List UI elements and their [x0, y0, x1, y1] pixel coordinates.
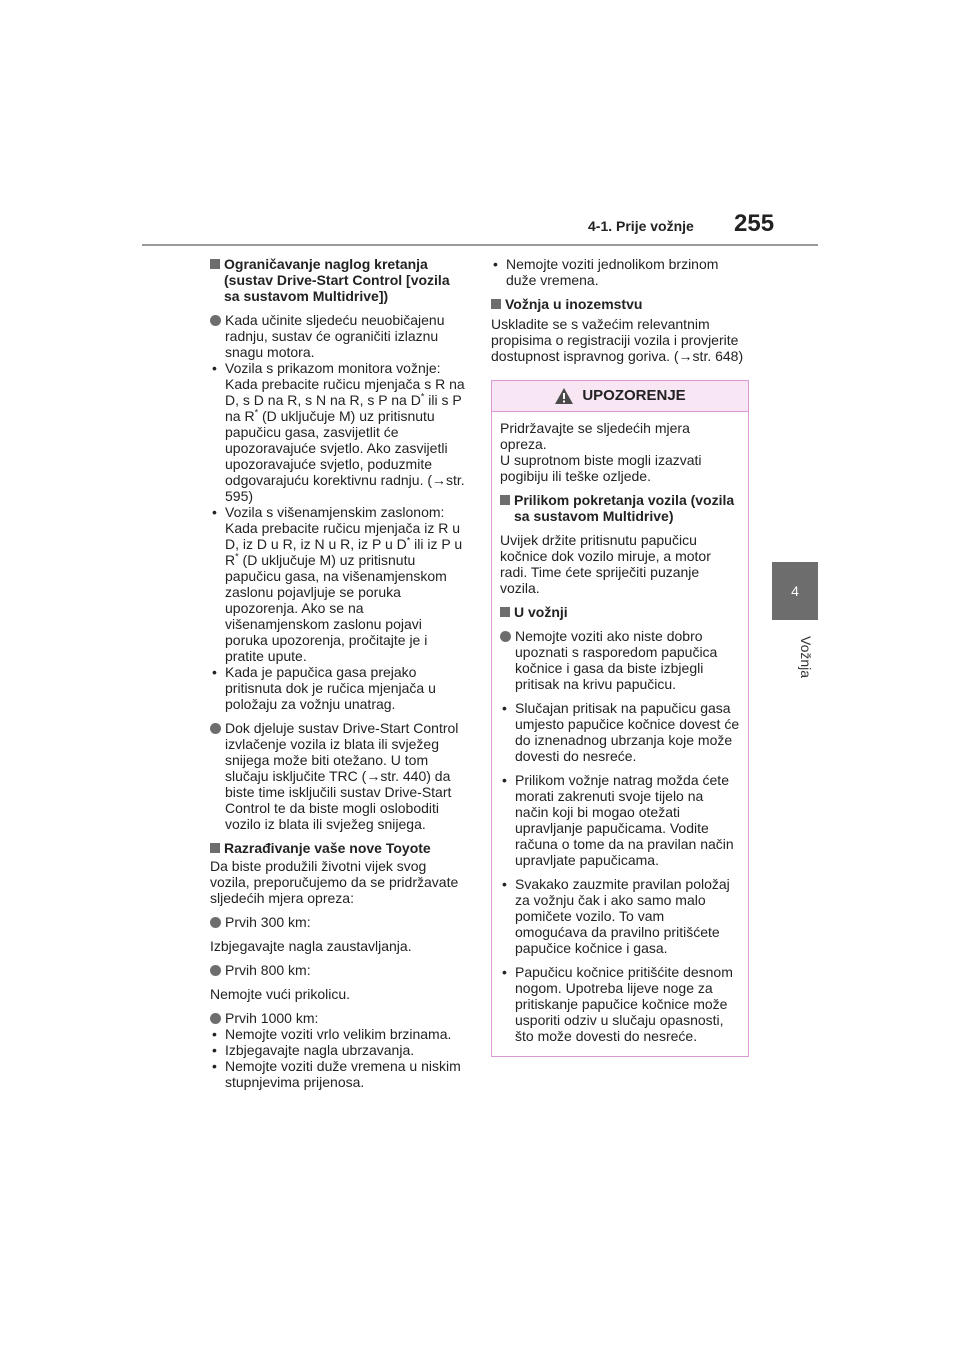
chapter-label: Vožnja [798, 636, 814, 679]
dash-item: • Nemojte voziti vrlo velikim brzinama. [212, 1026, 452, 1042]
circle-bullet-icon [210, 723, 221, 734]
heading-abroad: Vožnja u inozemstvu [491, 296, 749, 312]
dash-item: • Svakako zauzmite pravilan položaj za vožnju čak i ako samo malo pomičete vozilo. To vam omogućava da pravilno pritišćete papučice kočnice i gasa. [502, 876, 730, 956]
warning-heading-start: Prilikom pokretanja vozila (vozila sa sustavom Multidrive) [500, 492, 740, 524]
dash-item: • Izbjegavajte nagla ubrzavanja. [212, 1042, 415, 1058]
dash-item: • Slučajan pritisak na papučicu gasa umjesto papučice kočnice dovest će do iznenadnog ubrzanja koje može dovesti do nesreće. [502, 700, 740, 764]
dash-item: • Nemojte voziti duže vremena u niskim stupnjevima prijenosa. [212, 1058, 461, 1090]
warning-heading-driving: U vožnji [500, 604, 740, 620]
warning-body [492, 412, 748, 1056]
section-title: 4-1. Prije vožnje [588, 218, 694, 234]
paragraph: Uskladite se s važećim relevantnim propisima o registraciji vozila i provjerite dostupnost ispravnog goriva. (→str. 648) [491, 316, 744, 364]
square-bullet-icon [491, 299, 501, 309]
square-bullet-icon [500, 607, 510, 617]
warning-box [491, 380, 749, 1057]
chapter-tab: 4 [772, 562, 818, 620]
circle-bullet-icon [210, 965, 221, 976]
paragraph: Da biste produžili životni vijek svog vozila, preporučujemo da se pridržavate sljedećih mjera opreza: [210, 858, 459, 906]
dash-item: • Vozila s prikazom monitora vožnje: Kada prebacite ručicu mjenjača s R na D, s D na R, s N na R, s P na D* ili s P na R* (D uključuje M) uz pritisnutu papučicu gasa, zasvijetlit će upozoravajuće svjetlo. Ako zasvijetli upozoravajuće svjetlo, poduzmite odgovarajuću korektivnu radnju. (→str. 595) [212, 360, 465, 504]
warning-triangle-icon [554, 387, 574, 405]
dash-item: • Prilikom vožnje natrag možda ćete morati zakrenuti svoje tijelo na način koji bi mogao otežati upravljanje papučicama. Vodite računa o tome da na pravilan način upravljate papučicama. [502, 772, 734, 868]
circle-bullet-icon [210, 1013, 221, 1024]
circle-bullet-icon [210, 917, 221, 928]
paragraph: Izbjegavajte nagla zaustavljanja. [210, 938, 412, 954]
left-column [210, 256, 468, 1090]
dash-item: • Papučicu kočnice pritišćite desnom nogom. Upotreba lijeve noge za pritiskanje papučice kočnice može usporiti odziv u slučaju opasnosti, što može dovesti do nesreće. [502, 964, 733, 1044]
square-bullet-icon [500, 495, 510, 505]
circle-bullet-icon [210, 315, 221, 326]
bullet-item: Prvih 1000 km: [210, 1010, 468, 1026]
dash-item: • Vozila s višenamjenskim zaslonom: Kada prebacite ručicu mjenjača iz R u D, iz D u R, iz N u R, iz P u D* ili iz P u R* (D uključuje M) uz pritisnutu papučicu gasa, na višenamjenskom zaslonu pojavljuje se poruka upozorenja. Ako se na višenamjenskom zaslonu pojavi poruka upozorenja, pročitajte je i pratite upute. [212, 504, 463, 664]
warning-title: UPOZORENJE [582, 387, 686, 404]
warning-intro: Pridržavajte se sljedećih mjera opreza. U suprotnom biste mogli izazvati pogibiju ili teške ozljede. [500, 420, 702, 484]
page-number: 255 [734, 210, 775, 237]
square-bullet-icon [210, 843, 220, 853]
paragraph: Nemojte vući prikolicu. [210, 986, 351, 1002]
bullet-item: Nemojte voziti ako niste dobro upoznati s rasporedom papučica kočnice i gasa da biste izbjegli pritisak na krivu papučicu. [500, 628, 740, 692]
square-bullet-icon [210, 259, 220, 269]
circle-bullet-icon [500, 631, 511, 642]
warning-header [492, 381, 748, 412]
bullet-item: Dok djeluje sustav Drive-Start Control izvlačenje vozila iz blata ili svježeg snijega može biti otežano. U tom slučaju isključite TRC (→str. 440) da biste time isključili sustav Drive-Start Control te da biste mogli osloboditi vozilo iz blata ili svježeg snijega. [210, 720, 468, 832]
heading-drive-start: Ograničavanje naglog kretanja (sustav Drive-Start Control [vozila sa sustavom Multidrive]) [210, 256, 468, 304]
dash-item: • Nemojte voziti jednolikom brzinom duže vremena. [493, 256, 719, 288]
heading-break-in: Razrađivanje vaše nove Toyote [210, 840, 468, 856]
header-rule [142, 244, 818, 246]
bullet-item: Prvih 800 km: [210, 962, 468, 978]
bullet-item: Kada učinite sljedeću neuobičajenu radnju, sustav će ograničiti izlaznu snagu motora. [210, 312, 468, 360]
dash-item: • Kada je papučica gasa prejako pritisnuta dok je ručica mjenjača u položaju za vožnju unatrag. [212, 664, 436, 712]
paragraph: Uvijek držite pritisnutu papučicu kočnice dok vozilo miruje, a motor radi. Time ćete spriječiti puzanje vozila. [500, 532, 711, 596]
right-column [491, 256, 749, 1057]
bullet-item: Prvih 300 km: [210, 914, 468, 930]
